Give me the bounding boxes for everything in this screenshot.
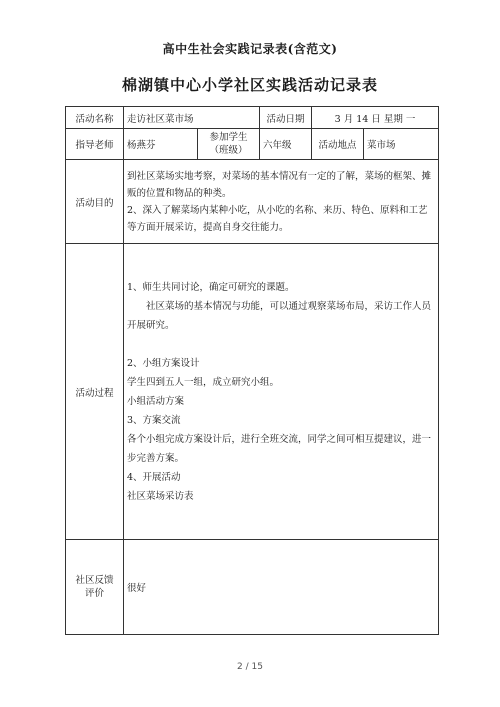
activity-name-value: 走访社区菜市场 bbox=[124, 107, 260, 129]
page-number: 2 / 15 bbox=[237, 662, 263, 672]
location-value: 菜市场 bbox=[364, 129, 439, 160]
students-label bbox=[198, 129, 260, 160]
goal-item-2: 2、深入了解菜场内某种小吃，从小吃的名称、来历、特色、原料和工艺等方面开展采访，提高自身交往能力。 bbox=[127, 204, 428, 233]
goal-item-1: 到社区菜场实地考察，对菜场的基本情况有一定的了解，菜场的框架、摊贩的位置和物品的种类。 bbox=[127, 170, 432, 199]
process-step-2-plan: 小组活动方案 bbox=[127, 395, 185, 407]
process-step-3: 3、方案交流 bbox=[127, 414, 181, 426]
process-step-1: 1、师生共同讨论，确定可研究的课题。 bbox=[127, 281, 295, 293]
teacher-label: 指导老师 bbox=[66, 129, 124, 160]
grade-value: 六年级 bbox=[260, 129, 312, 160]
process-step-2: 2、小组方案设计 bbox=[127, 357, 200, 369]
process-content bbox=[124, 244, 439, 540]
goal-label: 活动目的 bbox=[66, 160, 124, 244]
feedback-label bbox=[66, 540, 124, 635]
row-feedback bbox=[66, 540, 439, 635]
process-step-4: 4、开展活动 bbox=[127, 471, 181, 483]
feedback-label-line2: 评价 bbox=[84, 588, 104, 599]
activity-record-table bbox=[65, 106, 439, 635]
activity-date-label: 活动日期 bbox=[260, 107, 312, 129]
document-title: 高中生社会实践记录表(含范文) bbox=[162, 42, 338, 56]
process-label: 活动过程 bbox=[66, 244, 124, 540]
activity-name-label: 活动名称 bbox=[66, 107, 124, 129]
students-label-line2: （班级） bbox=[209, 145, 248, 156]
goal-content bbox=[124, 160, 439, 244]
feedback-label-line1: 社区反馈 bbox=[75, 575, 114, 586]
activity-date-value: 3 月 14 日 星期 一 bbox=[312, 107, 439, 129]
location-label: 活动地点 bbox=[312, 129, 364, 160]
row-process bbox=[66, 244, 439, 540]
record-form-title: 棉湖镇中心小学社区实践活动记录表 bbox=[121, 76, 378, 94]
row-teacher bbox=[66, 129, 439, 160]
row-goal bbox=[66, 160, 439, 244]
process-step-2-detail: 学生四到五人一组，成立研究小组。 bbox=[127, 376, 280, 388]
row-activity-name bbox=[66, 107, 439, 129]
feedback-value: 很好 bbox=[124, 540, 439, 635]
process-step-1-detail: 社区菜场的基本情况与功能，可以通过观察菜场布局，采访工作人员开展研究。 bbox=[127, 300, 432, 331]
process-step-4-detail: 社区菜场采访表 bbox=[127, 490, 194, 502]
process-step-3-detail: 各个小组完成方案设计后，进行全班交流，同学之间可相互提建议，进一步完善方案。 bbox=[127, 433, 432, 464]
students-label-line1: 参加学生 bbox=[209, 132, 248, 143]
teacher-value: 杨燕芬 bbox=[124, 129, 198, 160]
